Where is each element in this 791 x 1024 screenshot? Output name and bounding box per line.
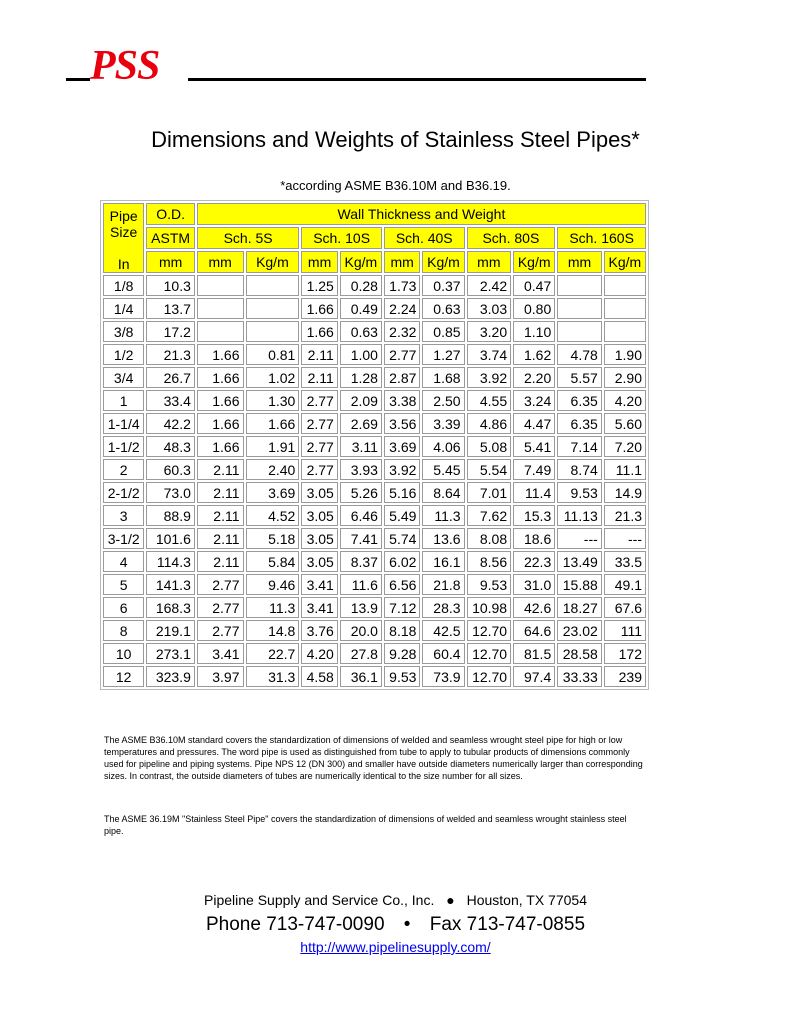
- logo-rule-left: [66, 78, 90, 81]
- unit-header: mm: [467, 251, 512, 273]
- table-cell: 3.05: [301, 528, 337, 549]
- table-cell: 1.62: [513, 344, 555, 365]
- table-cell: [197, 298, 244, 319]
- table-cell: 67.6: [604, 597, 646, 618]
- table-cell: 114.3: [146, 551, 195, 572]
- table-cell: 4.47: [513, 413, 555, 434]
- pipe-size-cell: 5: [103, 574, 144, 595]
- table-cell: 2.32: [384, 321, 420, 342]
- table-cell: 11.6: [340, 574, 382, 595]
- table-cell: 7.62: [467, 505, 512, 526]
- table-cell: 1.02: [246, 367, 300, 388]
- table-row: [103, 528, 646, 549]
- table-cell: 5.45: [422, 459, 464, 480]
- table-cell: 2.20: [513, 367, 555, 388]
- table-cell: 7.01: [467, 482, 512, 503]
- table-cell: [197, 321, 244, 342]
- table-cell: 4.58: [301, 666, 337, 687]
- table-cell: 3.05: [301, 505, 337, 526]
- website-line: [0, 939, 791, 955]
- table-cell: 2.09: [340, 390, 382, 411]
- table-cell: 5.84: [246, 551, 300, 572]
- table-cell: 1.66: [197, 390, 244, 411]
- table-cell: 1.27: [422, 344, 464, 365]
- wall-thickness-header: Wall Thickness and Weight: [197, 203, 646, 225]
- table-cell: 13.49: [557, 551, 602, 572]
- table-cell: 0.47: [513, 275, 555, 296]
- table-cell: 1.73: [384, 275, 420, 296]
- table-cell: 11.3: [246, 597, 300, 618]
- table-cell: 5.18: [246, 528, 300, 549]
- table-cell: 219.1: [146, 620, 195, 641]
- table-cell: 21.8: [422, 574, 464, 595]
- table-cell: 60.4: [422, 643, 464, 664]
- table-cell: 28.3: [422, 597, 464, 618]
- table-cell: 10.98: [467, 597, 512, 618]
- table-cell: 0.28: [340, 275, 382, 296]
- table-cell: 22.7: [246, 643, 300, 664]
- table-cell: 2.77: [301, 459, 337, 480]
- table-cell: 1.30: [246, 390, 300, 411]
- table-cell: 3.74: [467, 344, 512, 365]
- table-cell: 13.6: [422, 528, 464, 549]
- table-cell: 11.3: [422, 505, 464, 526]
- table-cell: 33.4: [146, 390, 195, 411]
- table-cell: 3.38: [384, 390, 420, 411]
- pipe-size-cell: 2-1/2: [103, 482, 144, 503]
- table-cell: 5.74: [384, 528, 420, 549]
- table-cell: 5.08: [467, 436, 512, 457]
- table-cell: 7.14: [557, 436, 602, 457]
- table-cell: 2.77: [197, 574, 244, 595]
- pipe-size-cell: 10: [103, 643, 144, 664]
- table-row: [103, 390, 646, 411]
- table-cell: [197, 275, 244, 296]
- table-row: [103, 574, 646, 595]
- table-cell: 60.3: [146, 459, 195, 480]
- pipe-size-cell: 1/2: [103, 344, 144, 365]
- table-cell: 3.92: [467, 367, 512, 388]
- table-cell: 81.5: [513, 643, 555, 664]
- table-cell: 2.40: [246, 459, 300, 480]
- pipe-size-label-3: In: [117, 256, 130, 272]
- table-cell: 31.3: [246, 666, 300, 687]
- table-cell: 3.69: [246, 482, 300, 503]
- table-cell: 4.20: [301, 643, 337, 664]
- bullet-icon: •: [403, 914, 411, 935]
- website-link[interactable]: http://www.pipelinesupply.com/: [300, 939, 491, 955]
- page-title: Dimensions and Weights of Stainless Steel Pipes*: [151, 127, 640, 152]
- table-cell: 2.77: [384, 344, 420, 365]
- table-cell: 5.26: [340, 482, 382, 503]
- table-cell: ---: [604, 528, 646, 549]
- table-cell: 6.46: [340, 505, 382, 526]
- table-cell: 26.7: [146, 367, 195, 388]
- table-cell: 323.9: [146, 666, 195, 687]
- unit-header: mm: [301, 251, 337, 273]
- table-cell: 15.88: [557, 574, 602, 595]
- table-cell: 0.85: [422, 321, 464, 342]
- table-cell: 1.66: [197, 344, 244, 365]
- pipe-size-cell: 12: [103, 666, 144, 687]
- table-cell: 33.33: [557, 666, 602, 687]
- table-cell: 42.2: [146, 413, 195, 434]
- table-cell: 7.41: [340, 528, 382, 549]
- table-cell: ---: [557, 528, 602, 549]
- table-cell: 111: [604, 620, 646, 641]
- table-cell: 73.9: [422, 666, 464, 687]
- table-cell: 18.27: [557, 597, 602, 618]
- table-cell: 2.11: [301, 367, 337, 388]
- table-cell: 1.66: [197, 436, 244, 457]
- table-row: [103, 413, 646, 434]
- phone-number: Phone 713-747-0090: [205, 914, 385, 935]
- table-cell: 2.69: [340, 413, 382, 434]
- pipe-size-cell: 3/8: [103, 321, 144, 342]
- table-cell: 9.53: [384, 666, 420, 687]
- table-cell: 2.87: [384, 367, 420, 388]
- table-cell: 33.5: [604, 551, 646, 572]
- table-cell: 0.63: [340, 321, 382, 342]
- unit-header: mm: [384, 251, 420, 273]
- table-cell: 14.9: [604, 482, 646, 503]
- table-cell: 141.3: [146, 574, 195, 595]
- pipe-size-cell: 1-1/4: [103, 413, 144, 434]
- table-cell: 2.77: [197, 620, 244, 641]
- table-cell: 11.1: [604, 459, 646, 480]
- unit-header: Kg/m: [422, 251, 464, 273]
- table-cell: 97.4: [513, 666, 555, 687]
- table-cell: 18.6: [513, 528, 555, 549]
- table-cell: 5.60: [604, 413, 646, 434]
- pipe-size-cell: 2: [103, 459, 144, 480]
- table-cell: 8.74: [557, 459, 602, 480]
- table-cell: 17.2: [146, 321, 195, 342]
- company-name: Pipeline Supply and Service Co., Inc.: [204, 892, 435, 908]
- table-row: [103, 344, 646, 365]
- table-cell: [557, 275, 602, 296]
- table-cell: 5.49: [384, 505, 420, 526]
- table-cell: 28.58: [557, 643, 602, 664]
- table-cell: 4.06: [422, 436, 464, 457]
- table-cell: 0.80: [513, 298, 555, 319]
- table-cell: [557, 298, 602, 319]
- table-cell: 9.53: [467, 574, 512, 595]
- unit-header: mm: [146, 251, 195, 273]
- table-cell: 273.1: [146, 643, 195, 664]
- table-cell: 3.20: [467, 321, 512, 342]
- table-cell: 16.1: [422, 551, 464, 572]
- pipe-size-cell: 1/8: [103, 275, 144, 296]
- table-row: [103, 620, 646, 641]
- pipe-size-cell: 6: [103, 597, 144, 618]
- pipe-size-label-1: Pipe: [109, 208, 138, 224]
- company-location: Houston, TX 77054: [466, 892, 587, 908]
- logo-rule: [188, 78, 646, 81]
- note-asme-36-19m: The ASME 36.19M "Stainless Steel Pipe" covers the standardization of dimensions of welded and seamless wrought stainless steel pipe.: [104, 814, 627, 836]
- pipe-size-cell: 4: [103, 551, 144, 572]
- table-cell: 1.91: [246, 436, 300, 457]
- table-cell: 2.11: [197, 459, 244, 480]
- pipe-size-label-2: Size: [110, 224, 138, 240]
- table-cell: 8.08: [467, 528, 512, 549]
- table-row: [103, 459, 646, 480]
- table-cell: 3.41: [301, 597, 337, 618]
- pipe-dimensions-table: [100, 200, 649, 690]
- table-cell: 27.8: [340, 643, 382, 664]
- table-cell: 2.24: [384, 298, 420, 319]
- table-cell: 15.3: [513, 505, 555, 526]
- table-row: [103, 367, 646, 388]
- unit-header: Kg/m: [604, 251, 646, 273]
- schedule-header: Sch. 160S: [557, 227, 646, 249]
- astm-header: ASTM: [146, 227, 195, 249]
- table-cell: 239: [604, 666, 646, 687]
- table-cell: 22.3: [513, 551, 555, 572]
- table-cell: [246, 321, 300, 342]
- table-cell: 1.00: [340, 344, 382, 365]
- table-cell: 12.70: [467, 666, 512, 687]
- table-cell: 13.9: [340, 597, 382, 618]
- table-row: [103, 482, 646, 503]
- table-cell: 48.3: [146, 436, 195, 457]
- table-cell: 3.97: [197, 666, 244, 687]
- table-row: [103, 551, 646, 572]
- table-cell: 8.18: [384, 620, 420, 641]
- unit-header: Kg/m: [340, 251, 382, 273]
- table-cell: 7.12: [384, 597, 420, 618]
- table-cell: 3.05: [301, 482, 337, 503]
- table-cell: 12.70: [467, 643, 512, 664]
- table-cell: 2.50: [422, 390, 464, 411]
- table-cell: 1.90: [604, 344, 646, 365]
- table-cell: 4.86: [467, 413, 512, 434]
- table-cell: [246, 275, 300, 296]
- table-cell: 3.41: [301, 574, 337, 595]
- table-cell: 3.39: [422, 413, 464, 434]
- table-cell: 42.6: [513, 597, 555, 618]
- pipe-size-cell: 1-1/2: [103, 436, 144, 457]
- table-cell: 0.49: [340, 298, 382, 319]
- table-cell: 1.66: [301, 321, 337, 342]
- note-asme-b36-10m: The ASME B36.10M standard covers the standardization of dimensions of welded and seamless wrought steel pipe for high or low temperatures and pressures. The word pipe is used as distinguished from tube to apply to tubular products of dimensions commonly used for pipeline and piping systems. Pipe NPS 12 (DN 300) and smaller have outside diameters numerically larger than corresponding sizes. In contrast, the outside diameters of tubes are numerically identical to the size number for all sizes.: [104, 735, 643, 781]
- table-cell: 3.93: [340, 459, 382, 480]
- fax-number: Fax 713-747-0855: [429, 914, 586, 935]
- table-cell: 2.77: [301, 436, 337, 457]
- schedule-header: Sch. 40S: [384, 227, 465, 249]
- table-cell: 3.69: [384, 436, 420, 457]
- unit-header: mm: [197, 251, 244, 273]
- schedule-header: Sch. 80S: [467, 227, 556, 249]
- table-cell: 2.11: [197, 505, 244, 526]
- table-cell: 9.46: [246, 574, 300, 595]
- table-cell: [604, 321, 646, 342]
- table-cell: 1.66: [197, 367, 244, 388]
- table-cell: 168.3: [146, 597, 195, 618]
- table-cell: 10.3: [146, 275, 195, 296]
- table-cell: 3.92: [384, 459, 420, 480]
- table-cell: 11.13: [557, 505, 602, 526]
- table-cell: 5.57: [557, 367, 602, 388]
- table-cell: 8.56: [467, 551, 512, 572]
- table-cell: 2.90: [604, 367, 646, 388]
- table-cell: 8.37: [340, 551, 382, 572]
- pipe-size-header: [103, 203, 144, 273]
- table-cell: 3.03: [467, 298, 512, 319]
- table-cell: 3.41: [197, 643, 244, 664]
- bullet-icon: ●: [446, 892, 455, 908]
- table-cell: 6.56: [384, 574, 420, 595]
- table-cell: 4.78: [557, 344, 602, 365]
- table-cell: 3.24: [513, 390, 555, 411]
- table-cell: 2.11: [197, 551, 244, 572]
- od-header: O.D.: [146, 203, 195, 225]
- table-cell: 21.3: [146, 344, 195, 365]
- table-cell: 1.28: [340, 367, 382, 388]
- contact-line: [0, 914, 791, 936]
- table-cell: 3.56: [384, 413, 420, 434]
- table-row: [103, 643, 646, 664]
- table-cell: [604, 298, 646, 319]
- table-cell: 1.66: [301, 298, 337, 319]
- schedule-header: Sch. 5S: [197, 227, 299, 249]
- table-cell: 7.49: [513, 459, 555, 480]
- table-cell: 2.11: [301, 344, 337, 365]
- schedule-header: Sch. 10S: [301, 227, 382, 249]
- unit-header: mm: [557, 251, 602, 273]
- table-cell: 2.11: [197, 482, 244, 503]
- pipe-size-cell: 3: [103, 505, 144, 526]
- table-cell: 4.55: [467, 390, 512, 411]
- table-cell: 1.25: [301, 275, 337, 296]
- table-row: [103, 321, 646, 342]
- table-cell: 1.68: [422, 367, 464, 388]
- table-cell: 0.81: [246, 344, 300, 365]
- table-cell: 20.0: [340, 620, 382, 641]
- table-cell: 2.77: [301, 390, 337, 411]
- unit-header: Kg/m: [246, 251, 300, 273]
- table-cell: 5.41: [513, 436, 555, 457]
- table-row: [103, 436, 646, 457]
- table-cell: 2.77: [197, 597, 244, 618]
- table-cell: 2.77: [301, 413, 337, 434]
- table-cell: [246, 298, 300, 319]
- table-cell: 88.9: [146, 505, 195, 526]
- table-cell: 5.16: [384, 482, 420, 503]
- table-cell: 2.42: [467, 275, 512, 296]
- pss-logo: PSS: [90, 43, 160, 89]
- unit-header: Kg/m: [513, 251, 555, 273]
- table-cell: 49.1: [604, 574, 646, 595]
- table-cell: 13.7: [146, 298, 195, 319]
- table-cell: 7.20: [604, 436, 646, 457]
- table-cell: 3.76: [301, 620, 337, 641]
- table-cell: 8.64: [422, 482, 464, 503]
- table-cell: 1.66: [246, 413, 300, 434]
- table-cell: [604, 275, 646, 296]
- table-cell: 14.8: [246, 620, 300, 641]
- table-cell: 64.6: [513, 620, 555, 641]
- table-row: [103, 666, 646, 687]
- table-cell: 3.05: [301, 551, 337, 572]
- page-subtitle: *according ASME B36.10M and B36.19.: [280, 178, 511, 193]
- table-row: [103, 597, 646, 618]
- table-cell: 172: [604, 643, 646, 664]
- table-cell: 2.11: [197, 528, 244, 549]
- table-cell: 12.70: [467, 620, 512, 641]
- table-cell: 1.66: [197, 413, 244, 434]
- pipe-size-cell: 3/4: [103, 367, 144, 388]
- pipe-size-cell: 1: [103, 390, 144, 411]
- table-cell: 101.6: [146, 528, 195, 549]
- table-cell: 9.53: [557, 482, 602, 503]
- table-cell: 6.35: [557, 413, 602, 434]
- table-cell: 1.10: [513, 321, 555, 342]
- pipe-size-cell: 3-1/2: [103, 528, 144, 549]
- pipe-size-cell: 1/4: [103, 298, 144, 319]
- table-cell: 6.35: [557, 390, 602, 411]
- table-cell: 5.54: [467, 459, 512, 480]
- table-cell: 3.11: [340, 436, 382, 457]
- table-cell: [557, 321, 602, 342]
- table-cell: 23.02: [557, 620, 602, 641]
- table-cell: 42.5: [422, 620, 464, 641]
- table-cell: 21.3: [604, 505, 646, 526]
- table-cell: 6.02: [384, 551, 420, 572]
- table-cell: 0.63: [422, 298, 464, 319]
- table-cell: 36.1: [340, 666, 382, 687]
- table-row: [103, 505, 646, 526]
- table-cell: 4.20: [604, 390, 646, 411]
- table-cell: 73.0: [146, 482, 195, 503]
- table-cell: 0.37: [422, 275, 464, 296]
- table-cell: 11.4: [513, 482, 555, 503]
- table-cell: 4.52: [246, 505, 300, 526]
- logo-header: [66, 44, 646, 88]
- table-row: [103, 275, 646, 296]
- table-cell: 9.28: [384, 643, 420, 664]
- table-cell: 31.0: [513, 574, 555, 595]
- table-row: [103, 298, 646, 319]
- pipe-size-cell: 8: [103, 620, 144, 641]
- company-line: [0, 892, 791, 908]
